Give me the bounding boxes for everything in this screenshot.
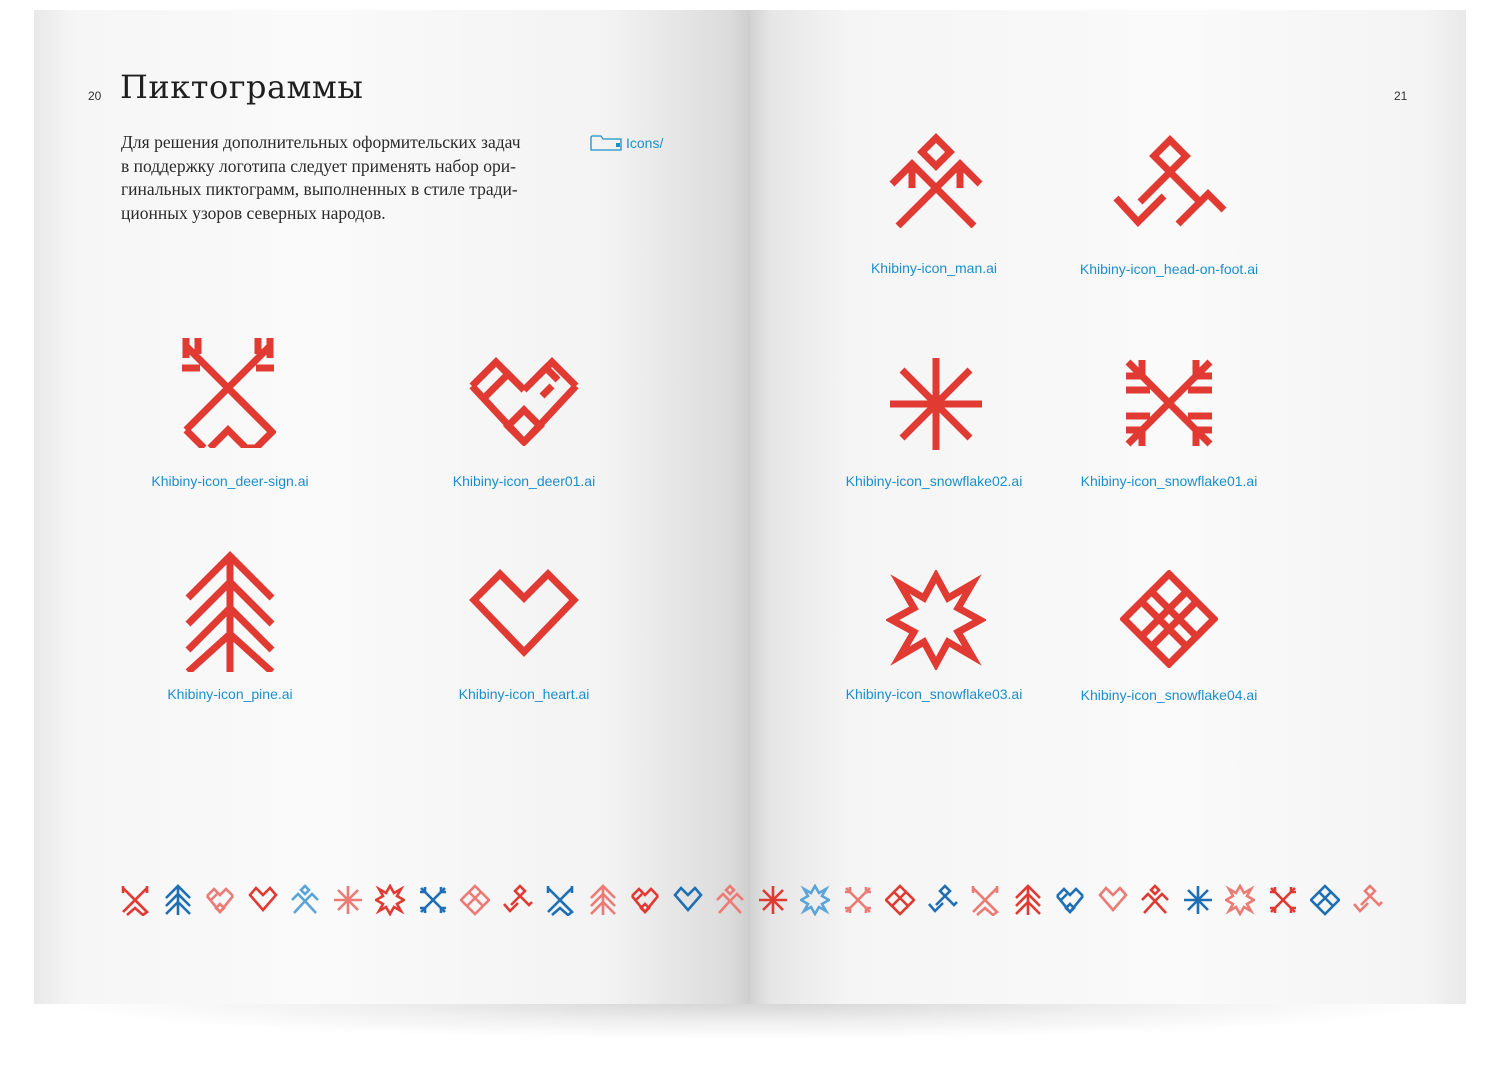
strip-deer-sign-icon [545, 884, 575, 916]
caption-head-on-foot: Khibiny-icon_head-on-foot.ai [1079, 261, 1259, 277]
pattern-strip [34, 10, 1466, 1004]
strip-snowflake01-icon [1268, 884, 1298, 916]
strip-snowflake02-icon [1183, 884, 1213, 916]
strip-pine-icon [1013, 884, 1043, 916]
folder-label: Icons/ [626, 134, 664, 151]
strip-snowflake01-icon [418, 884, 448, 916]
strip-snowflake03-icon [1225, 884, 1255, 916]
strip-pine-icon [163, 884, 193, 916]
strip-head-on-foot-icon [1353, 884, 1383, 916]
strip-snowflake01-icon [843, 884, 873, 916]
intro-paragraph: Для решения дополнительных оформительских задач в поддержку логотипа следует применять набор ори- гинальных пиктограмм, выполненных в стиле тради- ционных узоров северных народов. [121, 132, 521, 223]
strip-head-on-foot-icon [503, 884, 533, 916]
strip-man-icon [715, 884, 745, 916]
strip-snowflake02-icon [333, 884, 363, 916]
caption-deer-sign: Khibiny-icon_deer-sign.ai [151, 473, 309, 489]
caption-snowflake03: Khibiny-icon_snowflake03.ai [845, 686, 1023, 702]
strip-snowflake03-icon [800, 884, 830, 916]
strip-snowflake03-icon [375, 884, 405, 916]
strip-snowflake04-icon [1310, 884, 1340, 916]
strip-deer-sign-icon [120, 884, 150, 916]
caption-snowflake04: Khibiny-icon_snowflake04.ai [1080, 687, 1258, 703]
strip-man-icon [290, 884, 320, 916]
page-number-left: 20 [88, 89, 102, 103]
strip-heart-icon [673, 884, 703, 916]
brochure-spread [34, 10, 1466, 1004]
strip-pine-icon [588, 884, 618, 916]
page-number-right: 21 [1394, 89, 1408, 103]
page-title: Пиктограммы [120, 68, 364, 106]
strip-deer01-icon [630, 884, 660, 916]
strip-snowflake02-icon [758, 884, 788, 916]
caption-pine: Khibiny-icon_pine.ai [167, 686, 293, 702]
caption-deer01: Khibiny-icon_deer01.ai [452, 473, 596, 489]
strip-heart-icon [1098, 884, 1128, 916]
caption-man: Khibiny-icon_man.ai [870, 260, 998, 276]
strip-deer-sign-icon [970, 884, 1000, 916]
book-shadow [40, 1000, 1456, 1040]
caption-heart: Khibiny-icon_heart.ai [458, 686, 590, 702]
strip-man-icon [1140, 884, 1170, 916]
strip-head-on-foot-icon [928, 884, 958, 916]
strip-snowflake04-icon [460, 884, 490, 916]
caption-snowflake01: Khibiny-icon_snowflake01.ai [1080, 473, 1258, 489]
caption-snowflake02: Khibiny-icon_snowflake02.ai [845, 473, 1023, 489]
strip-deer01-icon [205, 884, 235, 916]
strip-deer01-icon [1055, 884, 1085, 916]
strip-snowflake04-icon [885, 884, 915, 916]
strip-heart-icon [248, 884, 278, 916]
